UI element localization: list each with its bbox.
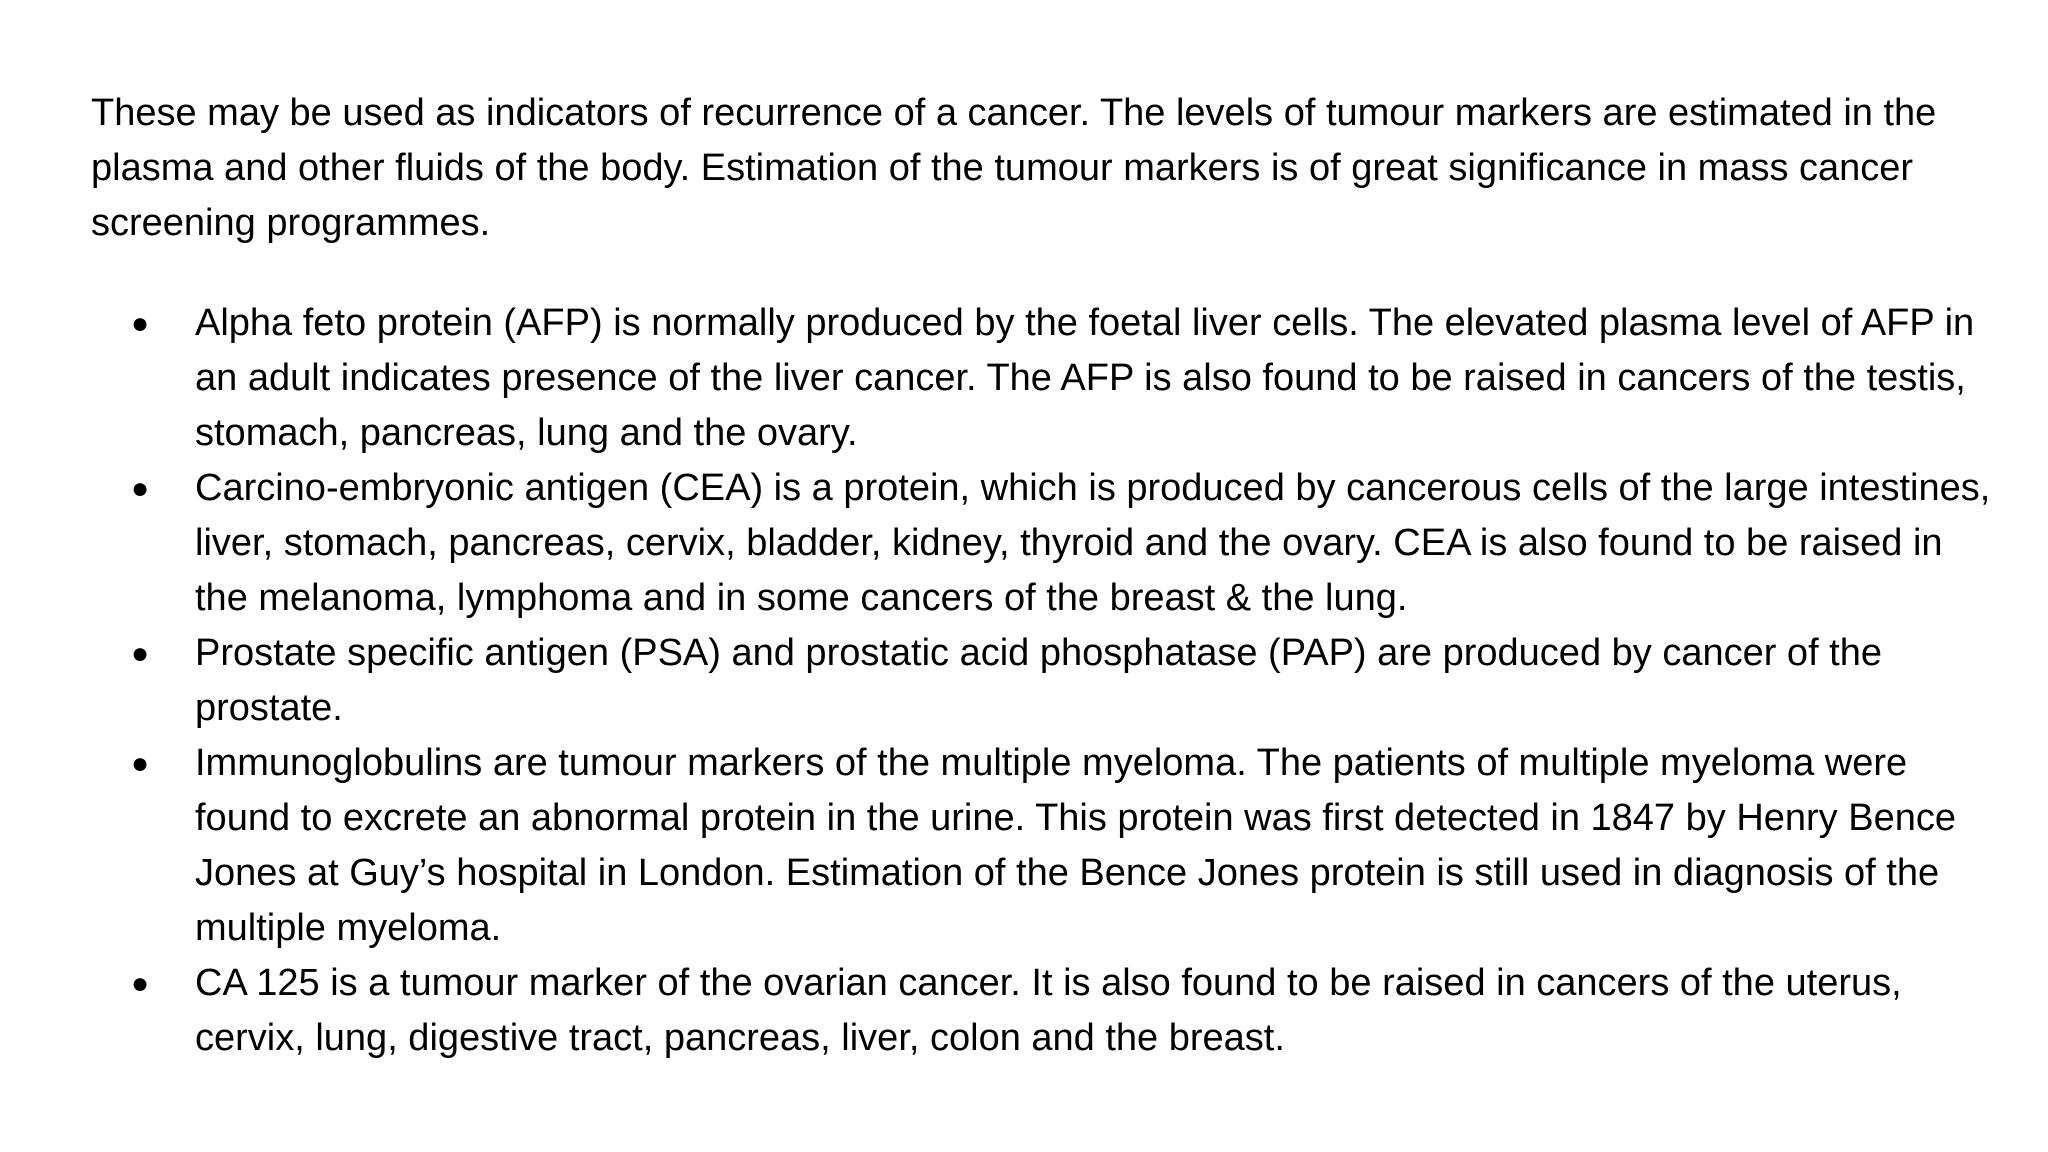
bullet-icon: ● <box>130 307 150 340</box>
list-item-text: Prostate specific antigen (PSA) and prostatic acid phosphatase (PAP) are produced by cancer of the prostate. <box>195 632 1883 729</box>
list-item-text: Carcino-embryonic antigen (CEA) is a protein, which is produced by cancerous cells of the large intestines, liver, stomach, pancreas, cervix, bladder, kidney, thyroid and the ovary. CEA is also found to be raised in the melanoma, lymphoma and in some cancers of the breast & the lung. <box>195 467 1991 619</box>
list-item-afp <box>91 296 1991 461</box>
list-item-cea <box>91 461 1991 626</box>
bullet-icon: ● <box>130 967 150 1000</box>
intro-paragraph: These may be used as indicators of recurrence of a cancer. The levels of tumour markers are estimated in the plasma and other fluids of the body. Estimation of the tumour markers is of great significance in mass cancer screening programmes. <box>91 92 1937 244</box>
list-item-psa-pap <box>91 626 1991 736</box>
bullet-icon: ● <box>130 747 150 780</box>
list-item-ca125 <box>91 956 1991 1066</box>
document-page <box>91 86 1991 1066</box>
bullet-icon: ● <box>130 472 150 505</box>
list-item-immunoglobulins <box>91 736 1991 956</box>
list-item-text: CA 125 is a tumour marker of the ovarian cancer. It is also found to be raised in cancers of the uterus, cervix, lung, digestive tract, pancreas, liver, colon and the breast. <box>195 962 1902 1059</box>
bullet-icon: ● <box>130 637 150 670</box>
tumour-marker-list <box>91 296 1991 1066</box>
list-item-text: Immunoglobulins are tumour markers of the multiple myeloma. The patients of multiple myeloma were found to excrete an abnormal protein in the urine. This protein was first detected in 1847 by Henry Bence Jones at Guy’s hospital in London. Estimation of the Bence Jones protein is still used in diagnosis of the multiple myeloma. <box>195 742 1956 949</box>
list-item-text: Alpha feto protein (AFP) is normally produced by the foetal liver cells. The elevated plasma level of AFP in an adult indicates presence of the liver cancer. The AFP is also found to be raised in cancers of the testis, stomach, pancreas, lung and the ovary. <box>195 302 1975 454</box>
